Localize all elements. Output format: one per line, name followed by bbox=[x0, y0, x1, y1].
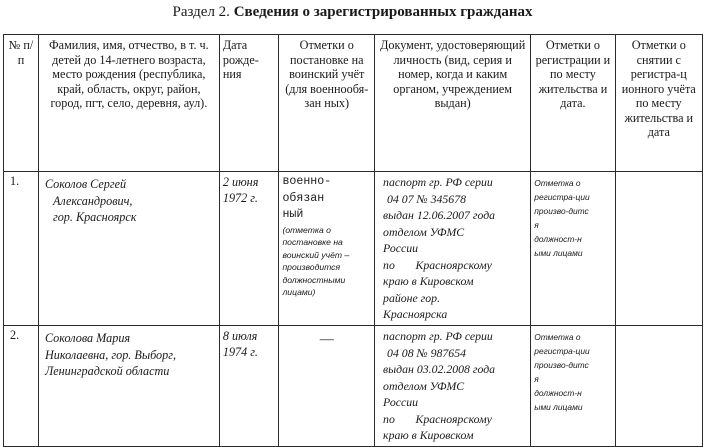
document-line: отделом УФМС bbox=[383, 378, 465, 393]
name-line: Николаевна, гор. Выборг, bbox=[44, 347, 177, 362]
document-line: по Красноярскому bbox=[383, 411, 492, 426]
section-label: Раздел 2. bbox=[172, 4, 230, 20]
date-line: 8 июля bbox=[222, 329, 258, 343]
registration-cell bbox=[531, 172, 615, 326]
registration-line: регистра-ции bbox=[534, 346, 590, 356]
military-status-line: военно-обязан bbox=[282, 175, 332, 205]
name-line: Александрович, bbox=[52, 193, 133, 208]
citizen-name-cell bbox=[38, 326, 219, 447]
header-deregistration: Отметки о снятии с регистра-ц ионного учёта по месту жительства и дата bbox=[615, 35, 702, 172]
header-document: Документ, удостоверяющий личность (вид, серия и номер, когда и каким органом, учреждением выдан) bbox=[375, 35, 531, 172]
document-line: России bbox=[383, 395, 418, 409]
header-num: № п/п bbox=[4, 35, 39, 172]
document-cell bbox=[375, 326, 531, 447]
citizens-table bbox=[3, 34, 703, 447]
name-line: гор. Красноярск bbox=[52, 210, 137, 224]
registration-line: должност-н bbox=[534, 234, 582, 244]
document-line: 04 08 № 987654 bbox=[387, 345, 467, 360]
date-line: 2 июня bbox=[222, 175, 259, 189]
name-line: Соколов Сергей bbox=[44, 177, 127, 191]
document-line: краю в Кировском bbox=[383, 274, 474, 288]
header-date: Дата рожде-ния bbox=[219, 35, 279, 172]
registration-line: Отметка о bbox=[534, 178, 581, 188]
document-line: России bbox=[383, 241, 418, 255]
military-note-line: должностными bbox=[282, 274, 346, 285]
registration-line: произво-дитс bbox=[534, 206, 589, 216]
military-note-line: лицами) bbox=[282, 287, 316, 297]
header-military: Отметки о постановке на воинский учёт (для военнообя-зан ных) bbox=[279, 35, 375, 172]
document-line: районе гор. bbox=[383, 290, 441, 305]
document-line: краю в Кировском bbox=[383, 428, 474, 442]
document-cell bbox=[375, 172, 531, 326]
military-note-line: (отметка о bbox=[282, 224, 331, 235]
name-line: Ленинградской области bbox=[44, 364, 170, 378]
row-number: 1. bbox=[4, 172, 39, 326]
header-name: Фамилия, имя, отчество, в т. ч. детей до 14-летнего возраста, место рождения (республика, край, область, округ, район, город, пгт, село, деревня, аул). bbox=[38, 35, 219, 172]
military-note-line: воинский учёт – bbox=[282, 249, 350, 260]
military-dash: — bbox=[319, 332, 334, 347]
military-note-line: постановке на bbox=[282, 237, 343, 247]
deregistration-cell bbox=[615, 326, 702, 447]
document-line: отделом УФМС bbox=[383, 224, 465, 239]
document-line: паспорт гр. РФ серии bbox=[383, 329, 493, 343]
registration-line: должност-н bbox=[534, 388, 582, 398]
military-cell bbox=[279, 326, 375, 447]
military-status-line: ный bbox=[282, 208, 304, 221]
registration-line: я bbox=[534, 374, 539, 384]
document-line: выдан 12.06.2007 года bbox=[383, 208, 496, 222]
document-line: Красноярска bbox=[383, 307, 448, 321]
date-line: 1974 г. bbox=[222, 345, 258, 359]
row-number: 2. bbox=[4, 326, 39, 447]
registration-line: Отметка о bbox=[534, 332, 581, 342]
document-line: по Красноярскому bbox=[383, 257, 492, 272]
registration-line: ыми лицами bbox=[534, 248, 583, 258]
document-line: паспорт гр. РФ серии bbox=[383, 175, 493, 189]
document-line: выдан 03.02.2008 года bbox=[383, 362, 496, 376]
registration-cell bbox=[531, 326, 615, 447]
military-note-line: производится bbox=[282, 262, 341, 272]
document-line: 04 07 № 345678 bbox=[387, 191, 467, 206]
registration-line: произво-дитс bbox=[534, 360, 589, 370]
birth-date-cell bbox=[219, 172, 279, 326]
table-row bbox=[4, 326, 703, 447]
deregistration-cell bbox=[615, 172, 702, 326]
registration-line: ыми лицами bbox=[534, 402, 583, 412]
date-line: 1972 г. bbox=[222, 191, 258, 205]
header-registration: Отметки о регистрации и по месту жительства и дата. bbox=[531, 35, 615, 172]
name-line: Соколова Мария bbox=[44, 331, 131, 345]
table-header-row bbox=[4, 35, 703, 172]
registration-line: я bbox=[534, 220, 539, 230]
registration-line: регистра-ции bbox=[534, 192, 590, 202]
birth-date-cell bbox=[219, 326, 279, 447]
military-cell bbox=[279, 172, 375, 326]
section-heading: Сведения о зарегистрированных гражданах bbox=[233, 4, 533, 20]
section-title bbox=[0, 2, 705, 22]
table-row bbox=[4, 172, 703, 326]
citizen-name-cell bbox=[38, 172, 219, 326]
